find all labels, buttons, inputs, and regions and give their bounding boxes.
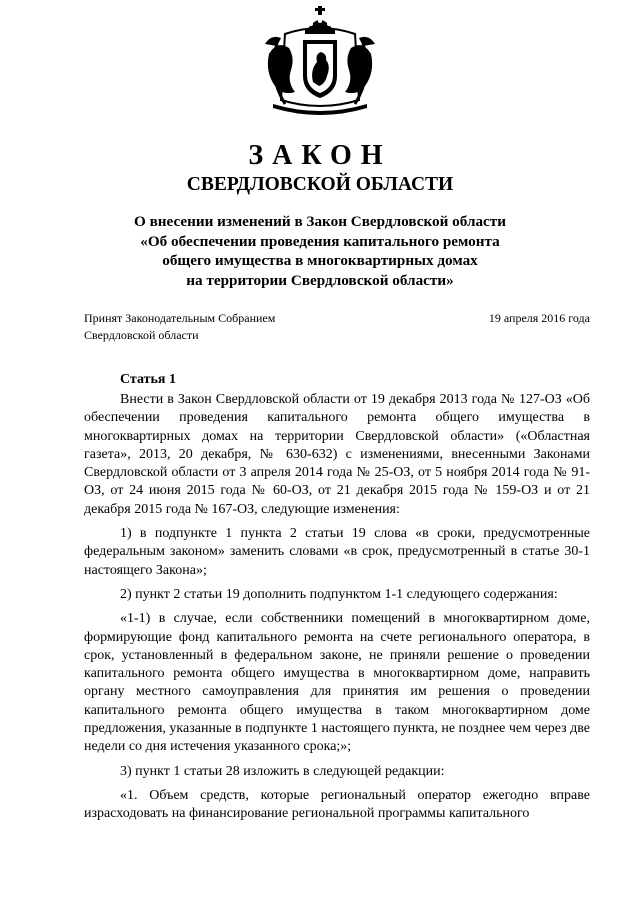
supporter-left-icon — [265, 37, 295, 93]
law-subject — [60, 212, 580, 290]
subject-line: на территории Свердловской области» — [186, 271, 454, 289]
adoption-body-line: Принят Законодательным Собранием — [84, 311, 276, 325]
article-body — [84, 391, 590, 824]
adoption-date: 19 апреля 2016 года — [488, 311, 590, 325]
article-paragraph: «1-1) в случае, если собственники помещений в многоквартирном доме, формирующие фонд капитального ремонта на счете регионального оператора, в срок, установленный в федеральном законе, не приняли решение о проведении капитального ремонта общего имущества в многоквартирном доме, направить органу местного самоуправления для принятия им решения о проведении капитального ремонта общего имущества в таком многоквартирном доме предложения, указанные в подпункте 1 настоящего пункта, не позднее чем через две недели со дня истечения указанного срока;»; — [84, 611, 591, 755]
document-title: ЗАКОН — [248, 140, 392, 171]
article-heading: Статья 1 — [120, 372, 176, 387]
crown-icon — [305, 6, 335, 34]
article-paragraph: 2) пункт 2 статьи 19 дополнить подпунктом 1-1 следующего содержания: — [120, 586, 558, 602]
adoption-body — [84, 310, 275, 344]
subject-line: О внесении изменений в Закон Свердловской области — [133, 213, 507, 230]
article-paragraph: 1) в подпункте 1 пункта 2 статьи 19 слова «в сроки, предусмотренные федеральным законом» заменить словами «в срок, предусмотренный в статье 30-1 настоящего Закона»; — [84, 526, 590, 578]
article-paragraph: 3) пункт 1 статьи 28 изложить в следующей редакции: — [120, 763, 445, 779]
article-paragraph: «1. Объем средств, которые региональный оператор ежегодно вправе израсходовать на финансирование региональной программы капитального — [84, 787, 590, 822]
article-paragraph: Внести в Закон Свердловской области от 19 декабря 2013 года № 127-ОЗ «Об обеспечении проведения капитального ремонта общего имущества в многоквартирных домах на территории Свердловской области» («Областная газета», 2013, 20 декабря, № 630-632) с изменениями, внесенными Законами Свердловской области от 3 апреля 2014 года № 25-ОЗ, от 5 ноября 2014 года № 91-ОЗ, от 24 июня 2015 года № 60-ОЗ, от 21 декабря 2015 года № 159-ОЗ и от 21 декабря 2015 года № 167-ОЗ, следующие изменения: — [84, 392, 590, 517]
supporter-right-icon — [345, 37, 375, 93]
document-region: СВЕРДЛОВСКОЙ ОБЛАСТИ — [186, 174, 454, 195]
adoption-body-line: Свердловской области — [84, 328, 199, 342]
coat-of-arms-emblem — [255, 4, 385, 116]
subject-line: общего имущества в многоквартирных домах — [162, 252, 478, 269]
subject-line: «Об обеспечении проведения капитального ремонта — [140, 232, 500, 250]
